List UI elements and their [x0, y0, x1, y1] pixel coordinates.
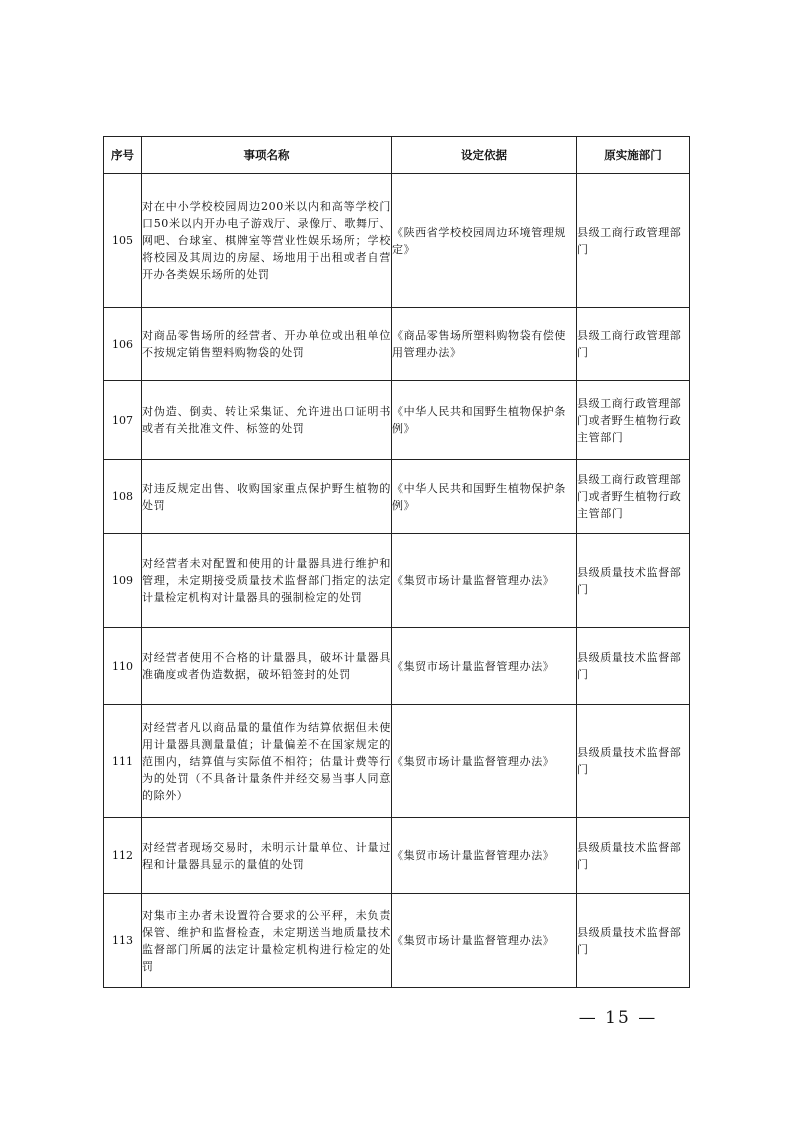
row-number: 110 [104, 628, 142, 705]
item-basis: 《集贸市场计量监督管理办法》 [392, 628, 577, 705]
table-row [104, 174, 690, 308]
item-dept: 县级质量技术监督部门 [577, 534, 690, 628]
table-header-row [104, 137, 690, 174]
row-number: 108 [104, 460, 142, 534]
item-name: 对商品零售场所的经营者、开办单位或出租单位不按规定销售塑料购物袋的处罚 [142, 308, 392, 381]
item-dept: 县级工商行政管理部门 [577, 174, 690, 308]
row-number: 111 [104, 705, 142, 818]
header-basis: 设定依据 [392, 137, 577, 174]
item-basis: 《集贸市场计量监督管理办法》 [392, 818, 577, 894]
item-basis: 《商品零售场所塑料购物袋有偿使用管理办法》 [392, 308, 577, 381]
item-name: 对在中小学校校园周边200米以内和高等学校门口50米以内开办电子游戏厅、录像厅、歌舞厅、网吧、台球室、棋牌室等营业性娱乐场所；学校将校园及其周边的房屋、场地用于出租或者自营开办各类娱乐场所的处罚 [142, 174, 392, 308]
row-number: 109 [104, 534, 142, 628]
item-name: 对经营者凡以商品量的量值作为结算依据但未使用计量器具测量量值；计量偏差不在国家规定的范围内，结算值与实际值不相符；估量计费等行为的处罚（不具备计量条件并经交易当事人同意的除外） [142, 705, 392, 818]
item-basis: 《集贸市场计量监督管理办法》 [392, 534, 577, 628]
row-number: 107 [104, 381, 142, 460]
table-row [104, 460, 690, 534]
table-row [104, 818, 690, 894]
item-dept: 县级工商行政管理部门或者野生植物行政主管部门 [577, 460, 690, 534]
row-number: 106 [104, 308, 142, 381]
row-number: 105 [104, 174, 142, 308]
item-dept: 县级质量技术监督部门 [577, 628, 690, 705]
item-basis: 《陕西省学校校园周边环境管理规定》 [392, 174, 577, 308]
item-name: 对经营者未对配置和使用的计量器具进行维护和管理，未定期接受质量技术监督部门指定的法定计量检定机构对计量器具的强制检定的处罚 [142, 534, 392, 628]
item-dept: 县级质量技术监督部门 [577, 818, 690, 894]
item-basis: 《中华人民共和国野生植物保护条例》 [392, 381, 577, 460]
table-row [104, 705, 690, 818]
item-name: 对伪造、倒卖、转让采集证、允许进出口证明书或者有关批准文件、标签的处罚 [142, 381, 392, 460]
header-name: 事项名称 [142, 137, 392, 174]
item-basis: 《中华人民共和国野生植物保护条例》 [392, 460, 577, 534]
item-dept: 县级质量技术监督部门 [577, 705, 690, 818]
item-basis: 《集贸市场计量监督管理办法》 [392, 705, 577, 818]
table-row [104, 894, 690, 988]
items-table [103, 136, 690, 988]
page-number: — 15 — [578, 1008, 658, 1028]
item-dept: 县级工商行政管理部门或者野生植物行政主管部门 [577, 381, 690, 460]
table-row [104, 381, 690, 460]
table-row [104, 628, 690, 705]
header-seq: 序号 [104, 137, 142, 174]
item-name: 对集市主办者未设置符合要求的公平秤，未负责保管、维护和监督检查，未定期送当地质量技术监督部门所属的法定计量检定机构进行检定的处罚 [142, 894, 392, 988]
table-row [104, 308, 690, 381]
item-dept: 县级质量技术监督部门 [577, 894, 690, 988]
item-basis: 《集贸市场计量监督管理办法》 [392, 894, 577, 988]
table-row [104, 534, 690, 628]
row-number: 112 [104, 818, 142, 894]
item-dept: 县级工商行政管理部门 [577, 308, 690, 381]
row-number: 113 [104, 894, 142, 988]
item-name: 对经营者使用不合格的计量器具，破坏计量器具准确度或者伪造数据，破坏铅签封的处罚 [142, 628, 392, 705]
item-name: 对违反规定出售、收购国家重点保护野生植物的处罚 [142, 460, 392, 534]
header-dept: 原实施部门 [577, 137, 690, 174]
item-name: 对经营者现场交易时，未明示计量单位、计量过程和计量器具显示的量值的处罚 [142, 818, 392, 894]
